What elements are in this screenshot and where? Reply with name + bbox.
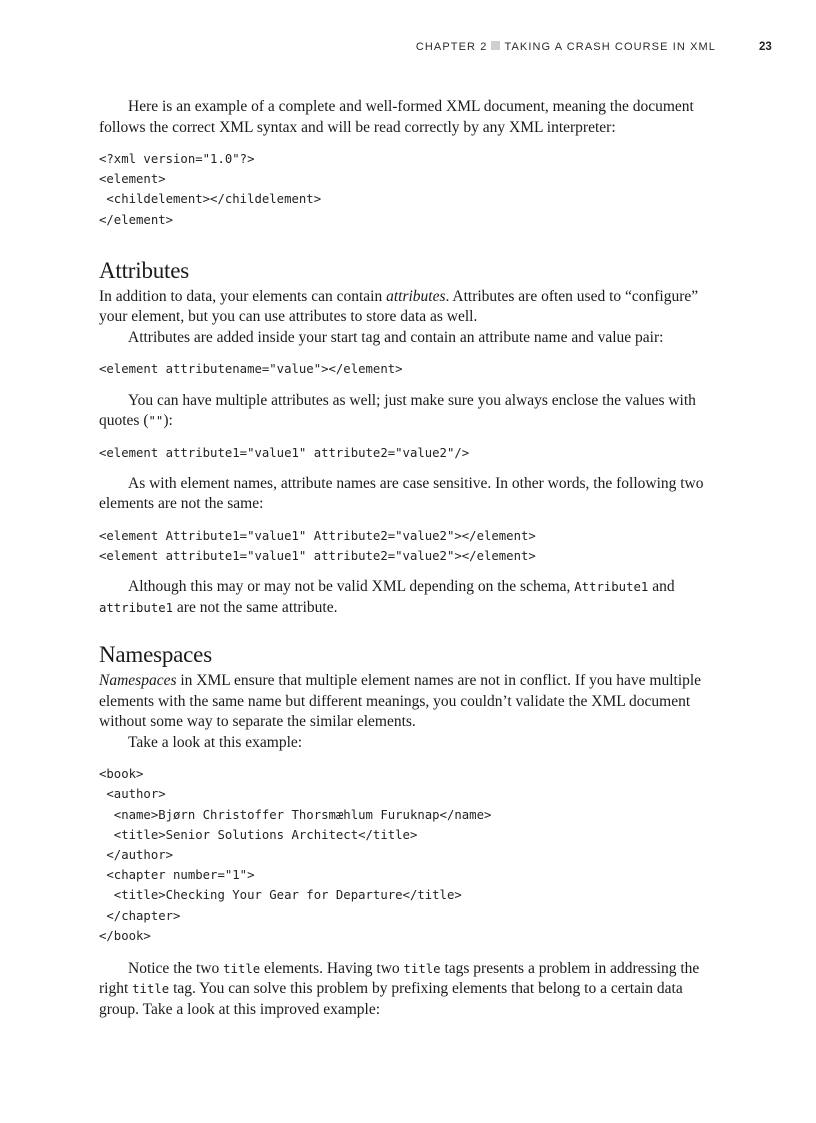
attributes-paragraph-3 <box>99 391 714 432</box>
code-line: <title>Checking Your Gear for Departure</title> <box>99 888 462 903</box>
namespaces-paragraph-2: Take a look at this example: <box>128 733 303 751</box>
code-block-multiple-attributes: <element attribute1="value1" attribute2="value2"/> <box>99 445 470 460</box>
text: in XML ensure that multiple element names are not in conflict. If you have multiple elements with the same name but different meanings, you couldn’t validate the XML document without some way to separate the similar elements. <box>99 672 702 731</box>
running-header <box>0 41 816 59</box>
emphasis: attributes <box>386 287 446 305</box>
inline-code: title <box>132 982 170 997</box>
attributes-paragraph-2: Attributes are added inside your start tag and contain an attribute name and value pair: <box>128 328 664 346</box>
attributes-paragraph-1 <box>99 287 714 328</box>
text: In addition to data, your elements can contain <box>99 287 387 305</box>
attributes-paragraph-5 <box>99 577 714 618</box>
namespaces-paragraph-3 <box>99 959 714 1021</box>
chapter-heading <box>416 41 716 53</box>
text: elements. Having two <box>260 959 404 977</box>
section-heading-namespaces: Namespaces <box>99 642 212 668</box>
code-block-wellformed <box>99 149 714 230</box>
text: tags presents a problem in addressing the right <box>99 959 700 998</box>
separator-square-icon <box>491 41 500 50</box>
intro-paragraph: Here is an example of a complete and well-formed XML document, meaning the document follows the correct XML syntax and will be read correctly by any XML interpreter: <box>99 98 694 136</box>
chapter-label: CHAPTER 2 <box>415 41 488 53</box>
text: ): <box>163 412 173 430</box>
code-line: </book> <box>99 928 151 943</box>
code-line: </element> <box>99 212 174 227</box>
code-block-case-sensitive <box>99 526 714 566</box>
inline-code: title <box>223 961 261 976</box>
text: Notice the two <box>128 959 224 977</box>
code-line: <element attribute1="value1" attribute2="value2"></element> <box>99 548 536 563</box>
chapter-title: TAKING A CRASH COURSE IN XML <box>504 41 716 53</box>
code-line: <element> <box>99 172 166 187</box>
inline-code: attribute1 <box>99 600 174 615</box>
text: . Attributes are often used to “configure” your element, but you can use attributes to store data as well. <box>99 287 699 326</box>
inline-code: "" <box>148 414 164 429</box>
code-block-book-example <box>99 764 714 946</box>
section-heading-attributes: Attributes <box>99 257 189 283</box>
code-line: <title>Senior Solutions Architect</title> <box>99 827 418 842</box>
page-body <box>99 97 714 1020</box>
code-line: <book> <box>99 767 144 782</box>
namespaces-paragraph-1 <box>99 671 714 733</box>
code-line: <childelement></childelement> <box>99 192 322 207</box>
code-line: </author> <box>99 847 174 862</box>
text: and <box>648 578 675 596</box>
inline-code: Attribute1 <box>574 580 649 595</box>
code-line: <author> <box>99 787 166 802</box>
text: are not the same attribute. <box>173 598 338 616</box>
text: You can have multiple attributes as well; just make sure you always enclose the values with quotes ( <box>99 391 696 430</box>
code-line: <name>Bjørn Christoffer Thorsmæhlum Furuknap</name> <box>99 807 492 822</box>
inline-code: title <box>403 961 441 976</box>
code-line: </chapter> <box>99 908 181 923</box>
code-line: <?xml version="1.0"?> <box>99 152 255 166</box>
attributes-paragraph-4: As with element names, attribute names are case sensitive. In other words, the following two elements are not the same: <box>99 474 704 513</box>
code-line: <element Attribute1="value1" Attribute2="value2"></element> <box>99 528 536 543</box>
emphasis: Namespaces <box>99 672 177 690</box>
code-line: <chapter number="1"> <box>99 868 255 883</box>
page-number: 23 <box>759 41 772 53</box>
text: Although this may or may not be valid XML depending on the schema, <box>128 578 575 596</box>
text: tag. You can solve this problem by prefixing elements that belong to a certain data group. Take a look at this improved example: <box>99 980 683 1018</box>
code-block-attribute: <element attributename="value"></element> <box>99 362 403 377</box>
